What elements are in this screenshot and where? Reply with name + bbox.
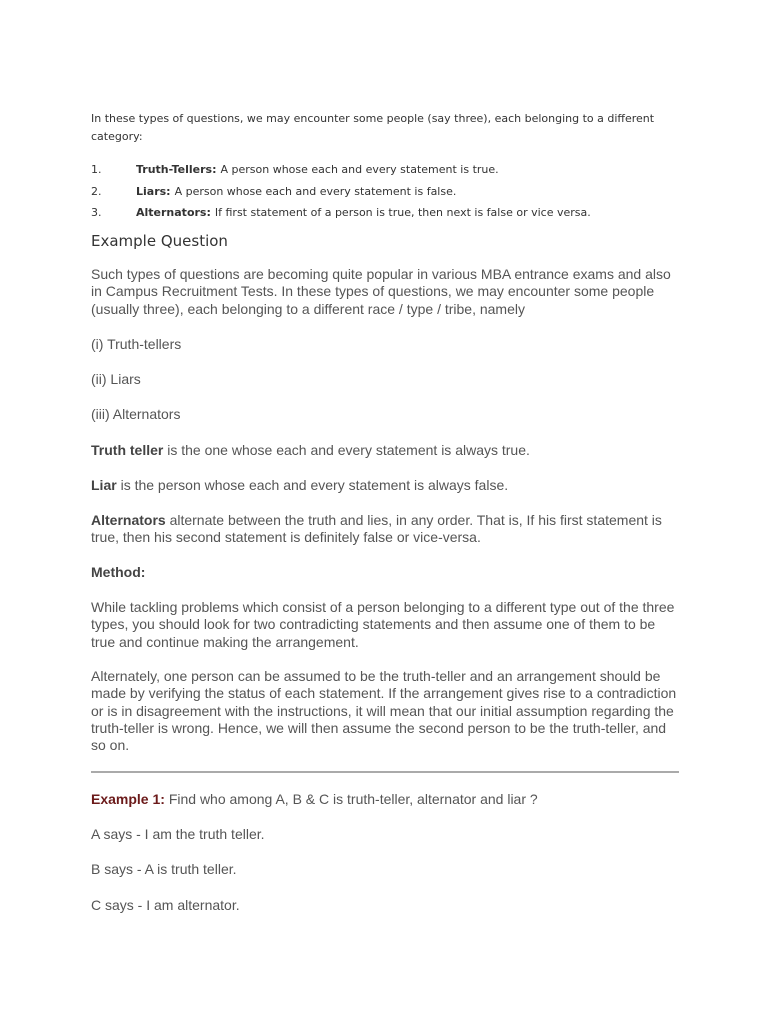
list-term: Truth-Tellers: [136,163,217,176]
method-paragraph-2: Alternately, one person can be assumed to be the truth-teller and an arrangement should be made by verifying the status of each statement. If the arrangement gives rise to a contradiction or is in disagreement with the instructions, it will mean that our initial assumption regarding the truth-teller is wrong. Hence, we will then assume the second person to be the truth-teller, and so on. [91,668,677,754]
list-desc: A person whose each and every statement is true. [220,163,499,176]
alternator-definition [91,512,681,547]
type-item-1: (i) Truth-tellers [91,336,182,352]
list-item [91,204,681,226]
section-heading: Example Question [91,232,228,250]
intro-paragraph: In these types of questions, we may encounter some people (say three), each belonging to a different category: [91,112,655,143]
type-item-3: (iii) Alternators [91,406,181,422]
list-number: 2. [91,184,102,198]
example-1-question [91,791,681,808]
example-label: Example 1: [91,791,165,807]
method-paragraph-1: While tackling problems which consist of a person belonging to a different type out of the three types, you should look for two contradicting statements and then assume one of them to be true and continue making the arrangement. [91,599,675,650]
truth-teller-desc: is the one whose each and every statement is always true. [163,442,530,458]
list-number: 1. [91,163,102,176]
list-item [91,183,681,205]
intro-body-paragraph: Such types of questions are becoming quite popular in various MBA entrance exams and also in Campus Recruitment Tests. In these types of questions, we may encounter some people (usually three), each belonging to a different race / type / tribe, namely [91,266,671,317]
liar-definition [91,477,681,494]
example-text: Find who among A, B & C is truth-teller, alternator and liar ? [164,791,538,807]
divider [91,771,679,773]
list-desc: A person whose each and every statement is false. [174,184,457,198]
statement-b: B says - A is truth teller. [91,861,237,877]
alternator-desc: alternate between the truth and lies, in any order. That is, If his first statement is true, then his second statement is definitely false or vice-versa. [91,512,662,546]
liar-desc: is the person whose each and every statement is always false. [116,477,509,493]
type-item-2: (ii) Liars [91,371,141,387]
method-label-text: Method: [91,564,146,580]
list-term: Liars: [136,184,171,198]
list-desc: If first statement of a person is true, then next is false or vice versa. [214,206,591,219]
method-label [91,564,681,581]
liar-term: Liar [91,477,117,493]
list-number: 3. [91,206,102,219]
statement-c: C says - I am alternator. [91,897,240,913]
list-item [91,161,681,183]
list-term: Alternators: [136,206,211,219]
category-list [91,161,681,226]
truth-teller-definition [91,442,681,459]
alternator-term: Alternators [91,512,166,528]
truth-teller-term: Truth teller [91,442,164,458]
statement-a: A says - I am the truth teller. [91,826,265,842]
